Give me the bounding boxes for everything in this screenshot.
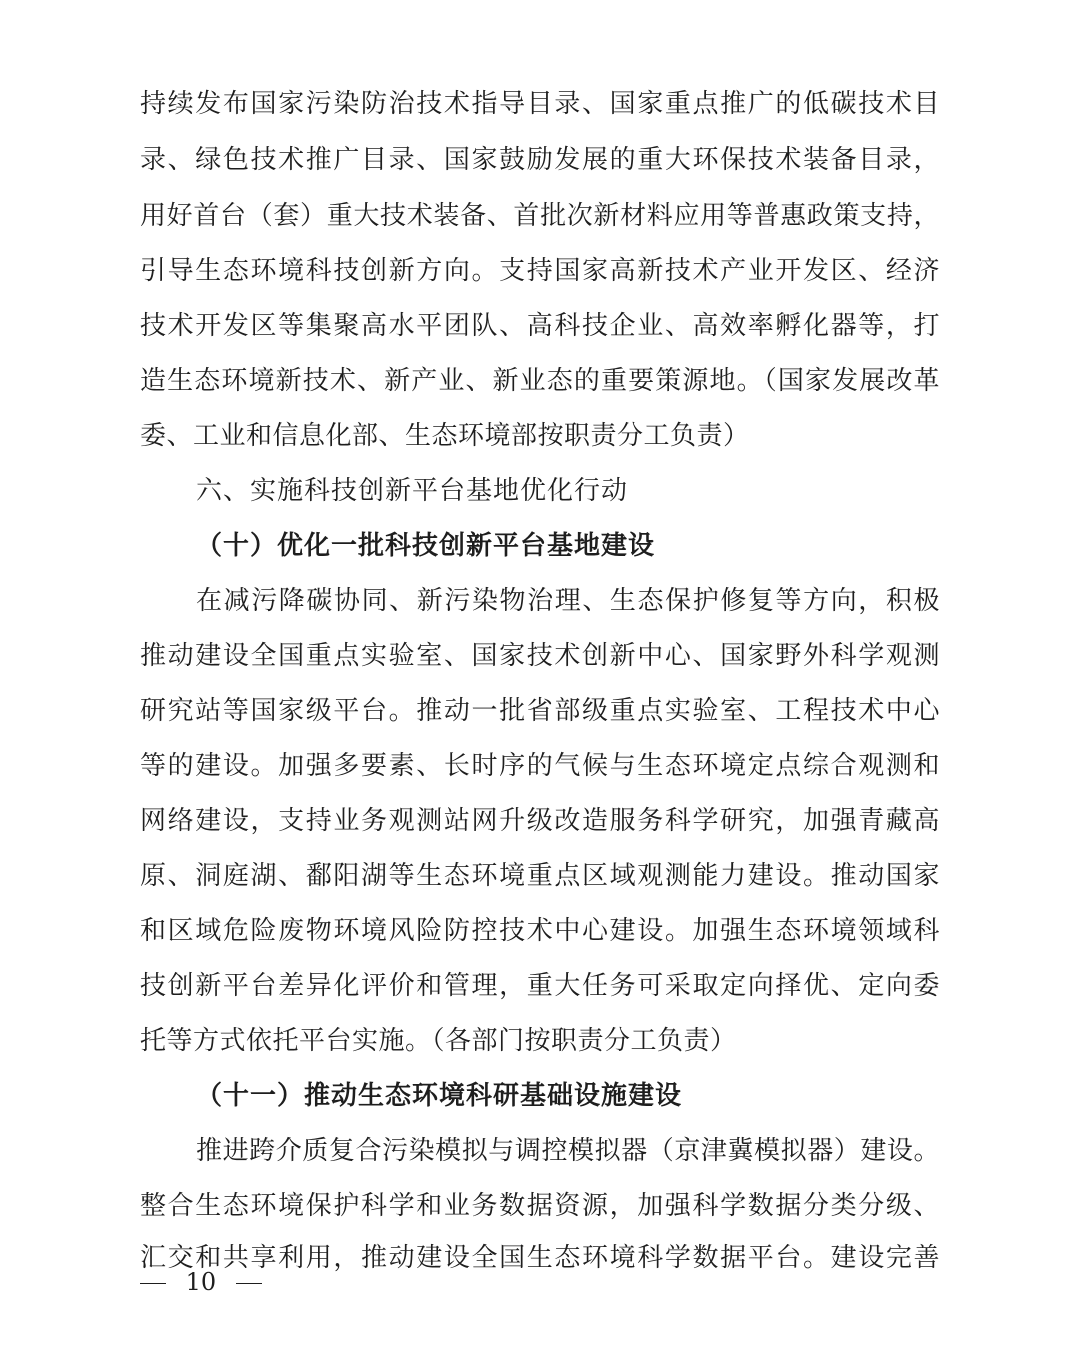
paragraph-line: 引导生态环境科技创新方向。支持国家高新技术产业开发区、经济 — [140, 256, 940, 286]
paragraph-line: 研究站等国家级平台。推动一批省部级重点实验室、工程技术中心 — [140, 696, 940, 726]
paragraph-line: 技术开发区等集聚高水平团队、高科技企业、高效率孵化器等，打 — [140, 311, 940, 341]
paragraph-line: 在减污降碳协同、新污染物治理、生态保护修复等方向，积极 — [196, 586, 940, 616]
paragraph-line: 推动建设全国重点实验室、国家技术创新中心、国家野外科学观测 — [140, 641, 940, 671]
paragraph-line: 持续发布国家污染防治技术指导目录、国家重点推广的低碳技术目 — [140, 89, 940, 119]
paragraph-line: 原、洞庭湖、鄱阳湖等生态环境重点区域观测能力建设。推动国家 — [140, 861, 940, 891]
page-number: 10 — [185, 1268, 217, 1296]
paragraph-line: 推进跨介质复合污染模拟与调控模拟器（京津冀模拟器）建设。 — [196, 1136, 940, 1166]
paragraph-line: 录、绿色技术推广目录、国家鼓励发展的重大环保技术装备目录， — [140, 145, 940, 175]
page-footer — [140, 1262, 262, 1302]
paragraph-line: 用好首台（套）重大技术装备、首批次新材料应用等普惠政策支持， — [140, 201, 940, 231]
paragraph-line: 委、工业和信息化部、生态环境部按职责分工负责） — [140, 421, 750, 451]
paragraph-line: 托等方式依托平台实施。（各部门按职责分工负责） — [140, 1026, 737, 1056]
paragraph-line: 汇交和共享利用，推动建设全国生态环境科学数据平台。建设完善 — [140, 1243, 940, 1273]
paragraph-line: 和区域危险废物环境风险防控技术中心建设。加强生态环境领域科 — [140, 916, 940, 946]
paragraph-line: 等的建设。加强多要素、长时序的气候与生态环境定点综合观测和 — [140, 751, 940, 781]
section-heading: 六、实施科技创新平台基地优化行动 — [196, 476, 629, 506]
subsection-heading: （十一）推动生态环境科研基础设施建设 — [196, 1081, 683, 1111]
paragraph-line: 技创新平台差异化评价和管理，重大任务可采取定向择优、定向委 — [140, 971, 940, 1001]
dash-left — [140, 1283, 166, 1284]
paragraph-line: 整合生态环境保护科学和业务数据资源，加强科学数据分类分级、 — [140, 1191, 940, 1221]
paragraph-line: 造生态环境新技术、新产业、新业态的重要策源地。（国家发展改革 — [140, 366, 940, 396]
dash-right — [236, 1283, 262, 1284]
subsection-heading: （十）优化一批科技创新平台基地建设 — [196, 531, 656, 561]
paragraph-line: 网络建设，支持业务观测站网升级改造服务科学研究，加强青藏高 — [140, 806, 940, 836]
